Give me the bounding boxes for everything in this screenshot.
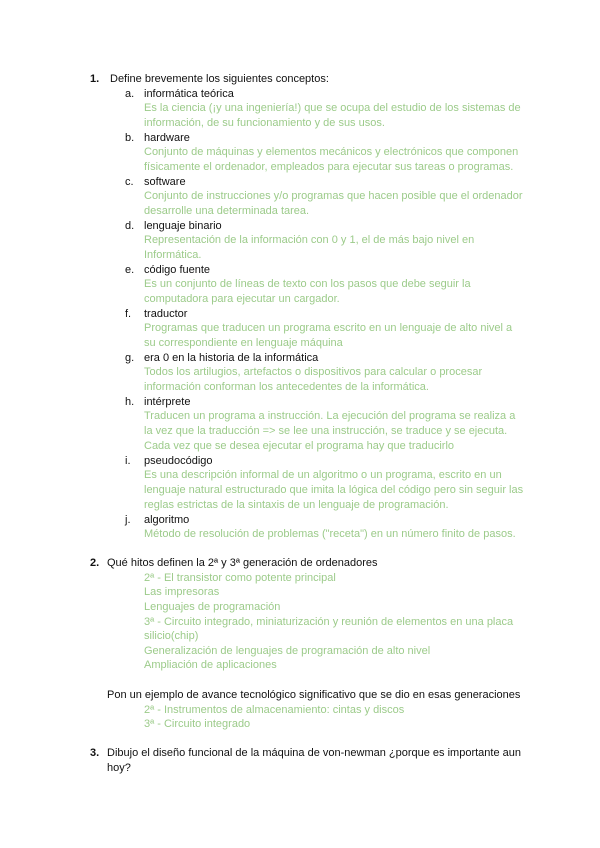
item-d-letter: d. (125, 220, 135, 232)
item-j-term: algoritmo (144, 514, 190, 526)
question-1-number: 1. (90, 73, 100, 85)
question-3-text-line: hoy? (107, 762, 131, 774)
item-a-term: informática teórica (144, 88, 234, 100)
item-h-letter: h. (125, 396, 135, 408)
item-b-letter: b. (125, 132, 135, 144)
item-e-answer-line: computadora para ejecutar un cargador. (144, 293, 340, 305)
item-f-answer-line: Programas que traducen un programa escrito en un lenguaje de alto nivel a (144, 322, 513, 334)
item-g-answer-line: información conforman los antecedentes de la informática. (144, 381, 429, 393)
item-c-term: software (144, 176, 186, 188)
item-j-letter: j. (125, 514, 131, 526)
item-f-letter: f. (125, 308, 132, 320)
item-g-term: era 0 en la historia de la informática (144, 352, 319, 364)
question-3-text-line: Dibujo el diseño funcional de la máquina de von-newman ¿porque es importante aun (107, 747, 521, 759)
item-g-letter: g. (125, 352, 135, 364)
item-c-letter: c. (125, 176, 134, 188)
q2-answer-line: silicio(chip) (144, 630, 199, 642)
item-i-term: pseudocódigo (144, 455, 213, 467)
q2-sub-answer-line: 3ª - Circuito integrado (144, 718, 251, 730)
item-b-answer-line: físicamente el ordenador, empleados para ejecutar sus tareas o programas. (144, 161, 514, 173)
q2-answer-line: 2ª - El transistor como potente principal (144, 572, 336, 584)
item-i-answer-line: reglas estrictas de la sintaxis de un lenguaje de programación. (144, 499, 449, 511)
question-2-number: 2. (90, 557, 100, 569)
item-h-answer-line: Traducen un programa a instrucción. La ejecución del programa se realiza a (144, 410, 516, 422)
q2-sub-answer-line: 2ª - Instrumentos de almacenamiento: cintas y discos (144, 704, 405, 716)
item-b-term: hardware (144, 132, 190, 144)
item-a-answer-line: información, de su funcionamiento y de sus usos. (144, 117, 385, 129)
question-2-text: Qué hitos definen la 2ª y 3ª generación de ordenadores (107, 557, 378, 569)
item-c-answer-line: Conjunto de instrucciones y/o programas que hacen posible que el ordenador (144, 190, 523, 202)
item-i-letter: i. (125, 455, 131, 467)
question-1-text: Define brevemente los siguientes conceptos: (110, 73, 329, 85)
item-d-answer-line: Informática. (144, 249, 202, 261)
item-i-answer-line: Es una descripción informal de un algoritmo o un programa, escrito en un (144, 469, 502, 481)
item-e-answer-line: Es un conjunto de líneas de texto con los pasos que debe seguir la (144, 278, 471, 290)
question-3-number: 3. (90, 747, 100, 759)
item-b-answer-line: Conjunto de máquinas y elementos mecánicos y electrónicos que componen (144, 146, 519, 158)
item-h-answer-line: Cada vez que se desea ejecutar el programa hay que traducirlo (144, 440, 455, 452)
q2-answer-line: Las impresoras (144, 586, 220, 598)
question-2-sub-question: Pon un ejemplo de avance tecnológico significativo que se dio en esas generaciones (107, 689, 521, 701)
item-c-answer-line: desarrolle una determinada tarea. (144, 205, 310, 217)
item-e-term: código fuente (144, 264, 211, 276)
item-j-answer-line: Método de resolución de problemas ("receta") en un número finito de pasos. (144, 528, 516, 540)
item-d-term: lenguaje binario (144, 220, 222, 232)
item-h-term: intérprete (144, 396, 191, 408)
item-g-answer-line: Todos los artilugios, artefactos o dispositivos para calcular o procesar (144, 366, 483, 378)
q2-answer-line: Ampliación de aplicaciones (144, 659, 277, 671)
q2-answer-line: Generalización de lenguajes de programación de alto nivel (144, 645, 431, 657)
q2-answer-line: 3ª - Circuito integrado, miniaturización y reunión de elementos en una placa (144, 616, 514, 628)
item-i-answer-line: lenguaje natural estructurado que imita la lógica del código pero sin seguir las (144, 484, 524, 496)
item-e-letter: e. (125, 264, 135, 276)
item-a-letter: a. (125, 88, 135, 100)
item-a-answer-line: Es la ciencia (¡y una ingeniería!) que se ocupa del estudio de los sistemas de (144, 102, 521, 114)
q2-answer-line: Lenguajes de programación (144, 601, 281, 613)
item-h-answer-line: la vez que la traducción => se lee una instrucción, se traduce y se ejecuta. (144, 425, 508, 437)
item-f-term: traductor (144, 308, 188, 320)
item-d-answer-line: Representación de la información con 0 y 1, el de más bajo nivel en (144, 234, 475, 246)
item-f-answer-line: su correspondiente en lenguaje máquina (144, 337, 343, 349)
